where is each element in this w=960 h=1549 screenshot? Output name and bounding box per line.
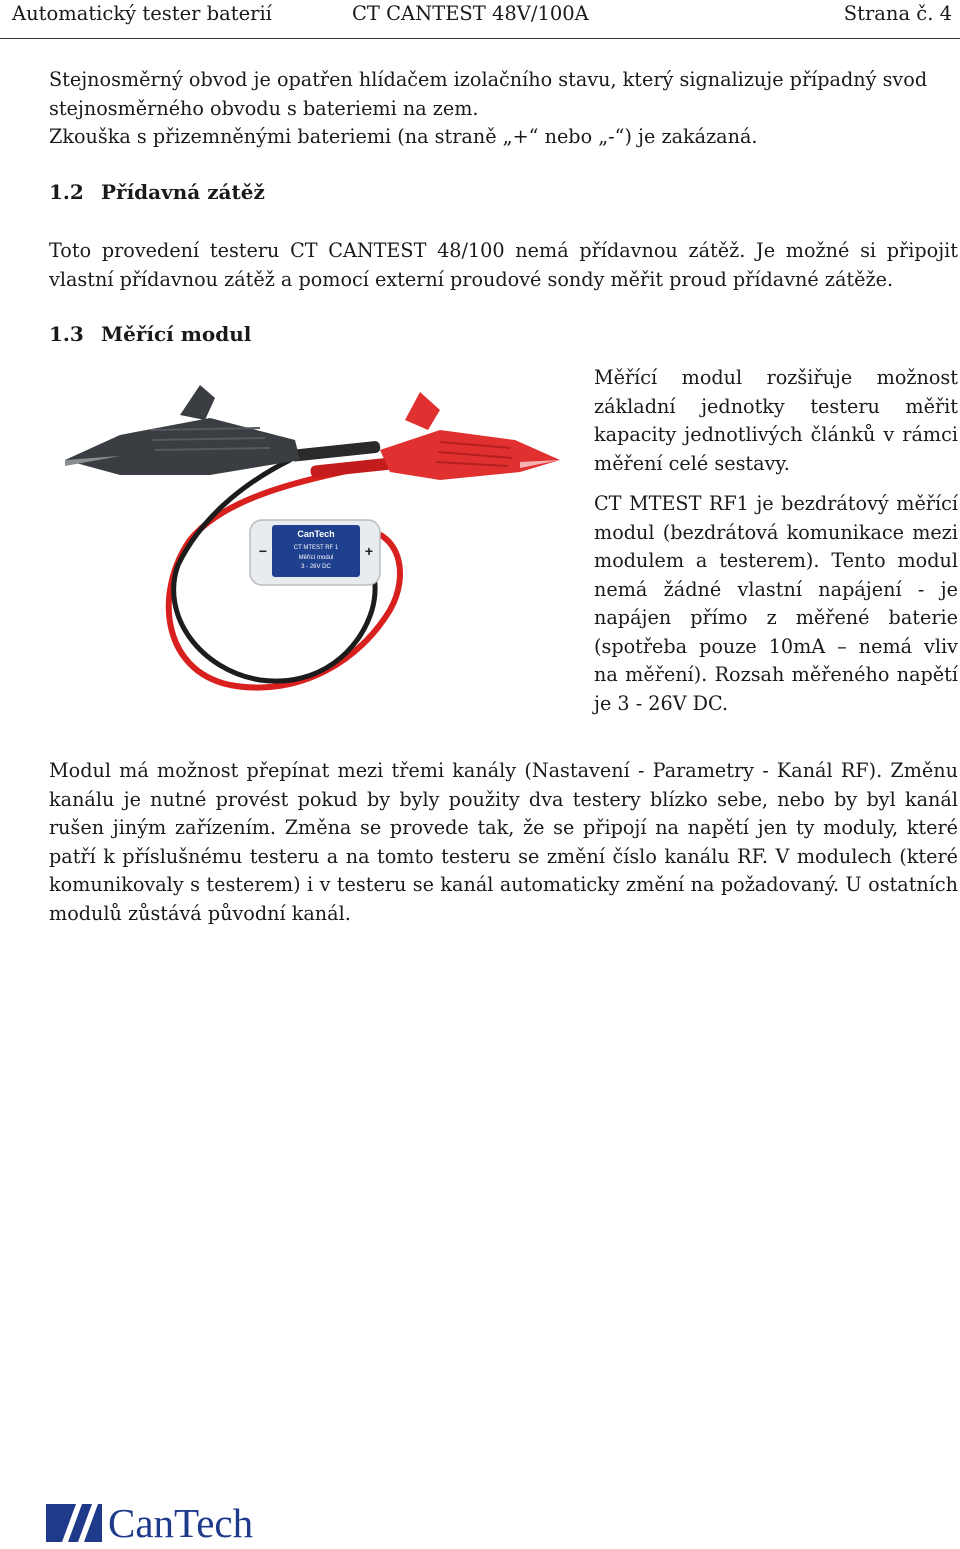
section-title: Měřící modul — [101, 322, 252, 346]
black-alligator-clamp — [65, 385, 300, 475]
grounding-warning: Zkouška s přizemněnými bateriemi (na straně „+“ nebo „-“) je zakázaná. — [49, 125, 758, 148]
additional-load-paragraph: Toto provedení testeru CT CANTEST 48/100 nemá přídavnou zátěž. Je možné si připojit vlastní přídavnou zátěž a pomocí externí proudové sondy měřit proud přídavné zátěže. — [49, 239, 958, 291]
module-description-paragraph: CT MTEST RF1 je bezdrátový měřící modul (bezdrátová komunikace mezi modulem a testerem). Tento modul nemá žádné vlastní napájení - je napájen přímo z měřené baterie (spotřeba pouze 10mA – nemá vliv na měření). Rozsah měřeného napětí je 3 - 26V DC. — [594, 492, 958, 715]
intro-paragraph: Stejnosměrný obvod je opatřen hlídačem izolačního stavu, který signalizuje případný svod stejnosměrného obvodu s bateriemi na zem. — [49, 68, 928, 120]
module-intro-paragraph: Měřící modul rozšiřuje možnost základní jednotky testeru měřit kapacity jednotlivých článků v rámci měření celé sestavy. — [594, 366, 958, 475]
module-illustration — [60, 380, 565, 710]
minus-terminal-sign: − — [258, 543, 268, 559]
module-description: Měřící modul — [298, 555, 334, 561]
section-number: 1.3 — [49, 322, 84, 346]
cantech-logo — [46, 1500, 306, 1546]
header-document-title: Automatický tester baterií — [12, 2, 272, 25]
header-page-number: Strana č. 4 — [843, 2, 952, 25]
page-header — [0, 0, 960, 39]
header-product-name: CT CANTEST 48V/100A — [352, 2, 589, 25]
cantech-brand-text: CanTech — [108, 1500, 254, 1546]
section-title: Přídavná zátěž — [101, 180, 265, 204]
cantech-logo-mark-icon — [46, 1504, 102, 1542]
section-number: 1.2 — [49, 180, 84, 204]
section-heading-measuring-module — [49, 322, 251, 346]
section-heading-additional-load — [49, 180, 265, 204]
module-brand: CanTech — [297, 529, 335, 539]
module-range: 3 - 26V DC — [301, 564, 331, 570]
red-alligator-clamp — [380, 392, 560, 480]
plus-terminal-sign: + — [364, 543, 374, 559]
measuring-module-photo — [60, 380, 565, 710]
black-plug — [290, 441, 381, 462]
wireless-module — [250, 520, 380, 585]
module-model: CT MTEST RF 1 — [293, 545, 339, 551]
channel-switch-paragraph: Modul má možnost přepínat mezi třemi kanály (Nastavení - Parametry - Kanál RF). Změnu kanálu je nutné provést pokud by byly použity dva testery blízko sebe, nebo by byl kanál rušen jiným zařízením. Změna se provede tak, že se připojí na napětí jen ty moduly, které patří k příslušnému testeru a na tomto testeru se změní číslo kanálu RF. V modulech (které komunikovaly s testerem) i v testeru se kanál automaticky změní na požadovaný. U ostatních modulů zůstává původní kanál. — [49, 759, 958, 925]
